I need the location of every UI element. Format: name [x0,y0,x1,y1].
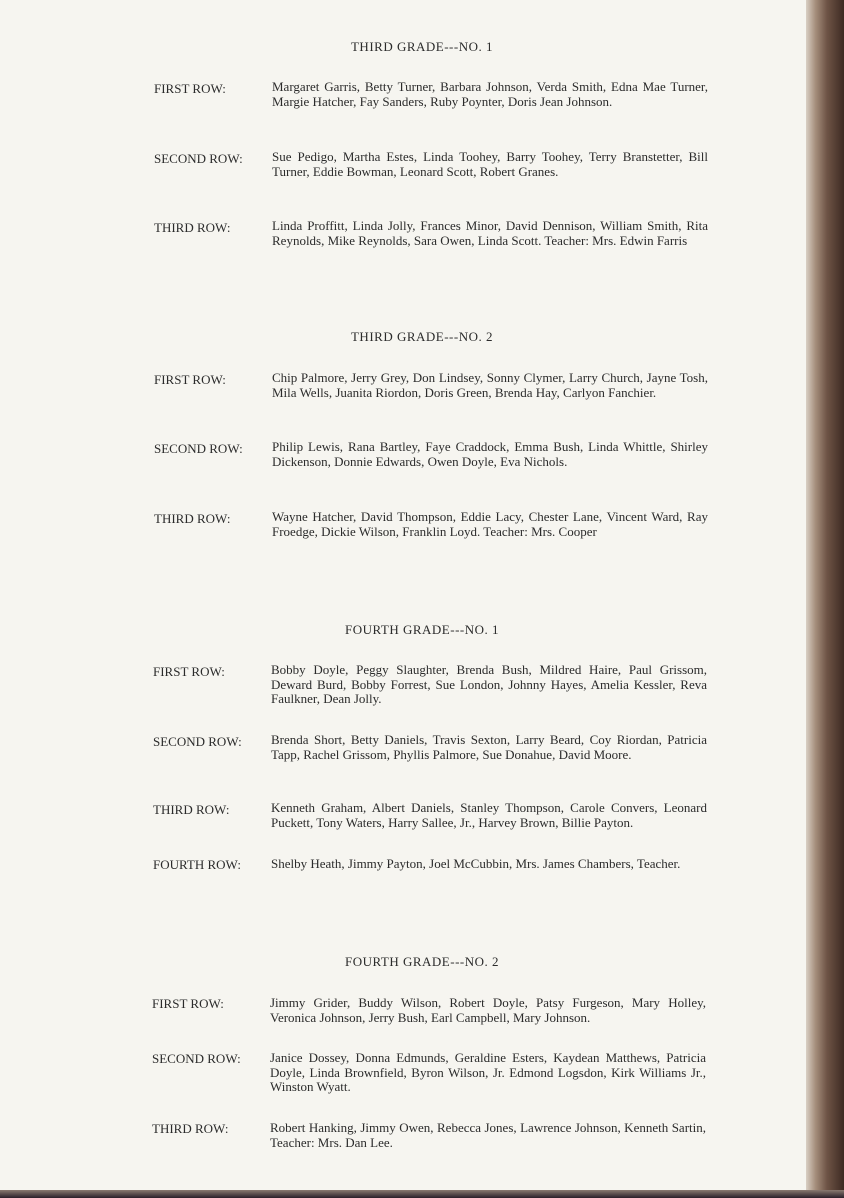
row-names: Philip Lewis, Rana Bartley, Faye Craddock, Emma Bush, Linda Whittle, Shirley Dickenson, Donnie Edwards, Owen Doyle, Eva Nichols. [272,439,708,469]
section-title-third-grade-2: THIRD GRADE---NO. 2 [350,329,493,344]
row-label: THIRD ROW: [153,802,230,817]
section-title-third-grade-1: THIRD GRADE---NO. 1 [350,39,493,54]
row-names: Bobby Doyle, Peggy Slaughter, Brenda Bush, Mildred Haire, Paul Grissom, Deward Burd, Bobby Forrest, Sue London, Johnny Hayes, Amelia Kessler, Reva Faulkner, Dean Jolly. [271,662,707,706]
book-binding-edge [806,0,844,1198]
page-bottom-edge [0,1190,844,1198]
row-label: FIRST ROW: [154,372,226,387]
row-names: Linda Proffitt, Linda Jolly, Frances Minor, David Dennison, William Smith, Rita Reynolds, Mike Reynolds, Sara Owen, Linda Scott. Teacher: Mrs. Edwin Farris [272,218,708,248]
row-label: FIRST ROW: [154,81,226,96]
row-label: THIRD ROW: [154,220,231,235]
row-names: Sue Pedigo, Martha Estes, Linda Toohey, Barry Toohey, Terry Branstetter, Bill Turner, Eddie Bowman, Leonard Scott, Robert Granes. [272,149,708,179]
section-title-fourth-grade-1: FOURTH GRADE---NO. 1 [344,622,499,637]
row-names: Janice Dossey, Donna Edmunds, Geraldine Esters, Kaydean Matthews, Patricia Doyle, Linda Brownfield, Byron Wilson, Jr. Edmond Logsdon, Kirk Williams Jr., Winston Wyatt. [270,1050,706,1094]
row-label: SECOND ROW: [154,151,243,166]
row-names: Robert Hanking, Jimmy Owen, Rebecca Jones, Lawrence Johnson, Kenneth Sartin, Teacher: Mrs. Dan Lee. [270,1120,706,1150]
row-label: FIRST ROW: [153,664,225,679]
row-label: THIRD ROW: [154,511,231,526]
row-names: Brenda Short, Betty Daniels, Travis Sexton, Larry Beard, Coy Riordan, Patricia Tapp, Rachel Grissom, Phyllis Palmore, Sue Donahue, David Moore. [271,732,707,762]
row-label: FIRST ROW: [152,996,224,1011]
row-names: Wayne Hatcher, David Thompson, Eddie Lacy, Chester Lane, Vincent Ward, Ray Froedge, Dickie Wilson, Franklin Loyd. Teacher: Mrs. Cooper [272,509,708,539]
row-names: Shelby Heath, Jimmy Payton, Joel McCubbin, Mrs. James Chambers, Teacher. [271,856,681,871]
row-names: Kenneth Graham, Albert Daniels, Stanley Thompson, Carole Convers, Leonard Puckett, Tony Waters, Harry Sallee, Jr., Harvey Brown, Billie Payton. [271,800,707,830]
row-label: SECOND ROW: [152,1051,241,1066]
row-names: Jimmy Grider, Buddy Wilson, Robert Doyle, Patsy Furgeson, Mary Holley, Veronica Johnson, Jerry Bush, Earl Campbell, Mary Johnson. [270,995,706,1025]
row-label: SECOND ROW: [153,734,242,749]
section-title-fourth-grade-2: FOURTH GRADE---NO. 2 [344,954,499,969]
row-label: THIRD ROW: [152,1121,229,1136]
row-names: Chip Palmore, Jerry Grey, Don Lindsey, Sonny Clymer, Larry Church, Jayne Tosh, Mila Wells, Juanita Riordon, Doris Green, Brenda Hay, Carlyon Fanchier. [272,370,708,400]
row-label: FOURTH ROW: [153,857,241,872]
row-label: SECOND ROW: [154,441,243,456]
row-names: Margaret Garris, Betty Turner, Barbara Johnson, Verda Smith, Edna Mae Turner, Margie Hatcher, Fay Sanders, Ruby Poynter, Doris Jean Johnson. [272,79,708,109]
